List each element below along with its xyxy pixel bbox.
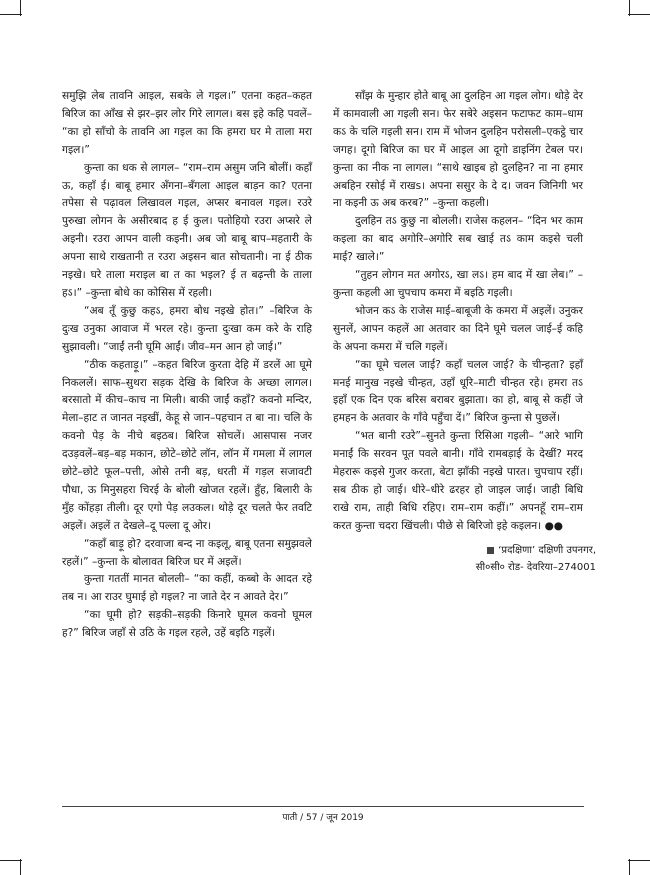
paragraph: “का घूमे चलल जाई? कहाँ चलल जाई? के चीन्हता? इहाँ मनई मानुख नइखे चीन्हत, उहाँ धूरि–माटी चीन्हत रहे। हमरा तऽ इहाँ एक दिन एक बरिस बराबर बुझाता। का हो, बाबू से कहीं जे हमहन के अतवार के गाँवे पहुँचा दें।” बिरिज कुन्ता से पुछलें।: [333, 358, 583, 425]
address-line-1: ‘प्रदक्षिणा’ दक्षिणी उपनगर,: [498, 545, 596, 556]
crop-mark-top-left-v: [20, 0, 21, 16]
paragraph: “भत बानी रउरे”–सुनते कुन्ता रिसिआ गइली– “आरे भागि मनाईं कि सरवन पूत पवले बानी। गाँवे रामबड़ाई के देखीं? मरद मेहरारू कइसे गुजर करता, बेटा झाँकी नइखे पारत। चुपचाप रहीं। सब ठीक हो जाई। धीरे–धीरे ढरहर हो जाइल जाई। जाही बिधि राखे राम, ताही बिधि रहिए। राम–राम कहीं।” अपनहूँ राम–राम करत कुन्ता चदरा खिंचली। पीछे से बिरिजो इहे कइलन। ●●: [333, 430, 583, 532]
paragraph: “का घूमी हो? सड़की–सड़की किनारे घूमल कवनो घूमल ह?” बिरिज जहाँ से उठि के गइल रहले, उहें बइठि गइलें।: [62, 609, 312, 640]
paragraph: “कहाँ बाड़ू हो? दरवाजा बन्द ना कइलू, बाबू एतना समुझवले रहलें।” –कुन्ता के बोलावत बिरिज घर में अइलें।: [62, 537, 312, 568]
crop-mark-bottom-right-v: [629, 859, 630, 875]
paragraph: कुन्ता का धक से लागल– “राम–राम असुम जनि बोलीं। कहाँ ऊ, कहाँ ई। बाबू हमार अँगना–बँगला आइल बाड़न का? एतना तपेसा से पढ़ावल लिखावल गइल, अप्सर बनावल गइल। रउरे पुरुखा लोगन के असीरबाद ह ई कुल। पतोहियो रउरा अप्सरे ले अइनी। रउरा आपन वाली कइनी। अब जो बाबू बाप–महतारी के अपना साथे राखतानी त रउरा अइसन बात सोचतानी। ना ई ठीक नइखे। घरे ताला मराइल बा त का भइल? ई त बढ़न्ती के ताला हऽ।” –कुन्ता बोधे का कोसिस में रहली।: [62, 161, 312, 299]
address-line: [418, 542, 596, 559]
crop-mark-top-left-h: [0, 14, 22, 15]
crop-mark-bottom-right-h: [628, 860, 650, 861]
author-address: [418, 542, 596, 576]
paragraph: “ठीक कहताड़ू।” –कहत बिरिज कुरता देहि में डरलें आ घूमे निकललें। साफ–सुथरा सड़क देखि के बिरिज के अच्छा लागल। बरसातो में कीच–काच ना मिली। बाकी जाईं कहाँ? कवनो मन्दिर, मेला–हाट त जानत नइखीं, केहू से जान–पहचान त बा ना। चलि के कवनो पेड़ के नीचे बइठब। बिरिज सोचलें। आसपास नजर दउड़वलें–बड़–बड़ मकान, छोटे–छोटे लॉन, लॉन में गमला में लागल छोटे–छोटे फूल–पत्ती, ओसे तनी बड़, धरती में गड़ल सजावटी पौधा, ऊ मिनुसहरा चिरई के बोली खोजत रहलें। हुँह, बिलारी के मुँह कोंहड़ा तीली। दूर एगो पेड़ लउकल। थोड़े दूर चलते फेर तवटि अइलें। अइलें त देखले–दू पल्ला दू ओर।: [62, 358, 312, 532]
left-column: [62, 88, 312, 643]
crop-mark-top-right-h: [628, 14, 650, 15]
paragraph: “तुहन लोगन मत अगोरऽ, खा लऽ। हम बाद में खा लेब।” –कुन्ता कहली आ चुपचाप कमरा में बइठि गइली।: [333, 269, 583, 299]
footer-rule: [62, 806, 584, 807]
crop-mark-bottom-left-h: [0, 860, 22, 861]
paragraph: “अब तूँ कुछु कहऽ, हमरा बोध नइखे होत।” –बिरिज के दुःख उनुका आवाज में भरल रहे। कुन्ता दुःखा कम करे के राहि सुझावली। “जाईं तनी घूमि आईं। जीव–मन आन हो जाई।”: [62, 304, 312, 353]
address-line-2: सी०सी० रोड- देवरिया–274001: [475, 562, 596, 573]
paragraph: दुलहिन तऽ कुछु ना बोलली। राजेस कहलन– “दिन भर काम कइला का बाद अगोरि–अगोरि सब खाई तऽ काम कइसे चली माई? खाले।”: [333, 215, 583, 264]
crop-mark-bottom-left-v: [20, 859, 21, 875]
paragraph: कुन्ता गततीं मानत बोलली– “का कहीं, कब्बो के आदत रहे तब न। आ राउर घुमाई हो गइल? ना जाते देर न आवते देर।”: [62, 573, 312, 604]
right-column: [333, 88, 583, 536]
paragraph: समुझि लेब तावनि आइल, सबके ले गइल।” एतना कहत–कहत बिरिज का आँख से झर–झर लोर गिरे लागल। बस इहे कहि पवलें– “का हो साँचो के तावनि आ गइल का कि हमरा घर मे ताला मरा गइल।”: [62, 90, 312, 156]
crop-mark-top-right-v: [629, 0, 630, 16]
bullet-square-icon: [487, 547, 494, 554]
paragraph: भोजन कऽ के राजेस माई–बाबूजी के कमरा में अइलें। उनुकर सुनलें, आपन कहलें आ अतवार का दिने घूमे चलल जाई–ई कहि के अपना कमरा में चलि गइलें।: [333, 304, 583, 353]
paragraph: साँझ के मुन्हार होते बाबू आ दुलहिन आ गइल लोग। थोड़े देर में कामवाली आ गइली सन। फेर सबेरे अइसन फटाफट काम–धाम कऽ के चलि गइली सन। राम में भोजन दुलहिन परोसली–एकट्ठे चार जगह। दूगो बिरिज का घर में आइल आ दूगो डाइनिंग टेबल पर। कुन्ता का नीक ना लागल। “साथे खाइब हो दुलहिन? ना ना हमार अबहिन रसोई में राखs। अपना ससुर के दे द। जवन जिनिगी भर ना कइनी ऊ अब करब?” –कुन्ता कहली।: [333, 90, 583, 210]
page-footer: पाती / 57 / जून 2019: [282, 813, 364, 823]
